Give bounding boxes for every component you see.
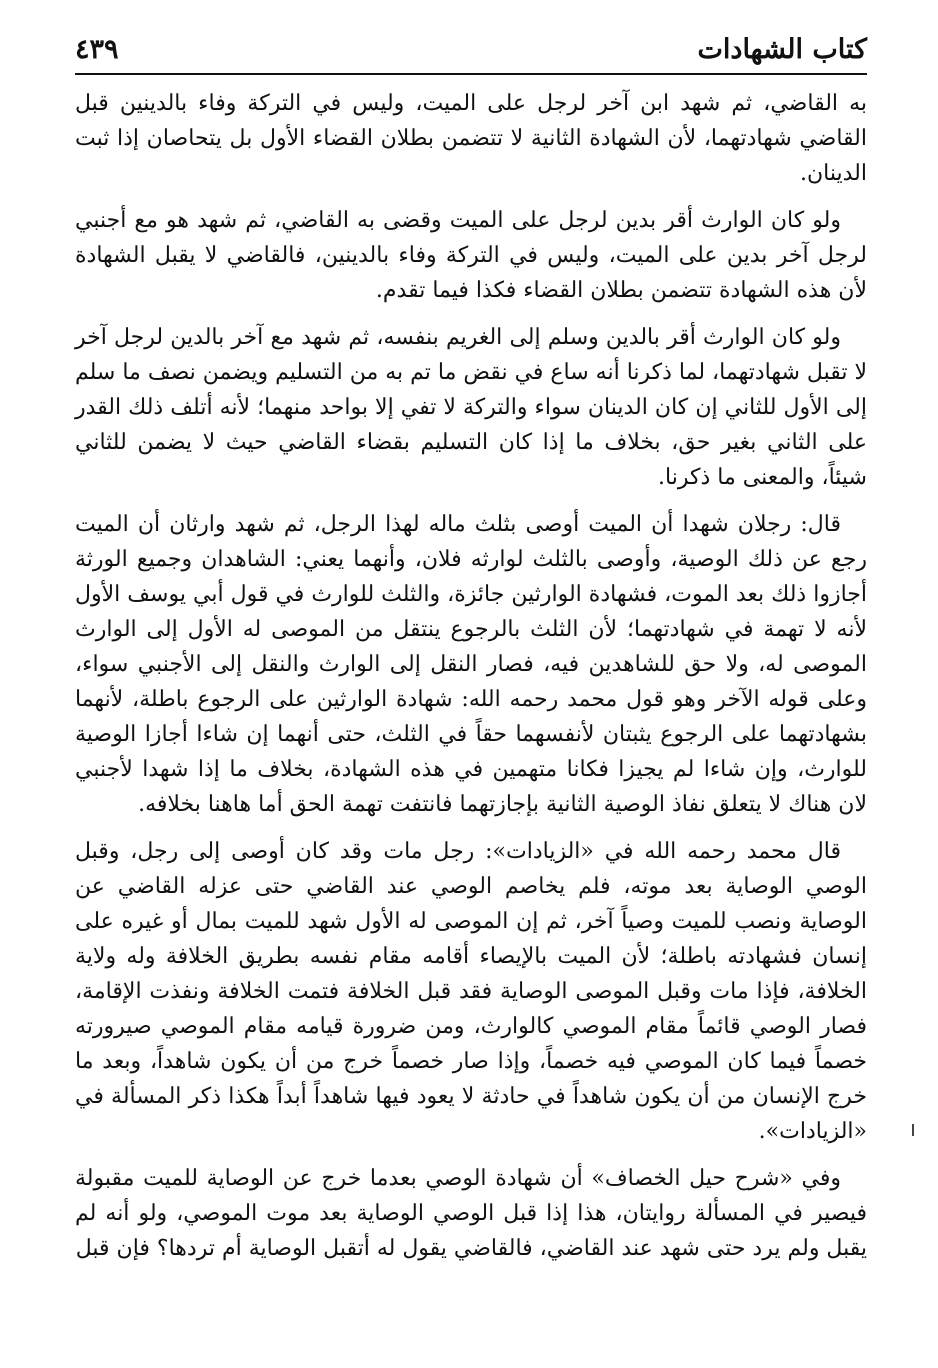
body-text	[75, 86, 867, 1278]
paragraph-6: وفي «شرح حيل الخصاف» أن شهادة الوصي بعدما خرج عن الوصاية للميت مقبولة فيصير في المسألة روايتان، هذا إذا قبل الوصي الوصاية بعد موت الموصي، ولو أنه لم يقبل ولم يرد حتى شهد عند القاضي، فالقاضي يقول له أتقبل الوصاية أم تردها؟ فإن قبل	[75, 1166, 867, 1261]
paragraph-2: ولو كان الوارث أقر بدين لرجل على الميت وقضى به القاضي، ثم شهد هو مع أجنبي لرجل آخر بدين على الميت، وليس في التركة وفاء بالدينين، فالقاضي لا يقبل الشهادة لأن هذه الشهادة تتضمن بطلان القضاء فكذا فيما تقدم.	[75, 208, 867, 303]
paragraph-5: قال محمد رحمه الله في «الزيادات»: رجل مات وقد كان أوصى إلى رجل، وقبل الوصي الوصاية بعد موته، فلم يخاصم الوصي عند القاضي حتى عزله القاضي عن الوصاية ونصب للميت وصياً آخر، ثم إن الموصى له الأول شهد للميت بمال أو غيره على إنسان فشهادته باطلة؛ لأن الميت بالإيصاء أقامه مقام نفسه بطريق الخلافة وله ولاية الخلافة، فإذا مات وقبل الموصى الوصاية فقد قبل الخلافة فتمت الخلافة ونفذت الإقامة، فصار الوصي قائماً مقام الموصي كالوارث، ومن ضرورة قيامه مقام الموصي صيرورته خصماً فيما كان الموصي فيه خصماً، وإذا صار خصماً خرج من أن يكون شاهداً، وبعد ما خرج الإنسان من أن يكون شاهداً في حادثة لا يعود فيها شاهداً أبداً هكذا ذكر المسألة في «الزيادات».	[75, 839, 867, 1144]
page-header	[75, 28, 867, 70]
chapter-title: كتاب الشهادات	[697, 34, 867, 65]
margin-mark	[912, 1124, 914, 1136]
paragraph-1: به القاضي، ثم شهد ابن آخر لرجل على الميت، وليس في التركة وفاء بالدينين قبل القاضي شهادتهما، لأن الشهادة الثانية لا تتضمن بطلان القضاء الأول بل يتحاصان إذا ثبت الدينان.	[75, 91, 867, 186]
paragraph-3: ولو كان الوارث أقر بالدين وسلم إلى الغريم بنفسه، ثم شهد مع آخر بالدين لرجل آخر لا تقبل شهادتهما، لما ذكرنا أنه ساع في نقض ما تم به من التسليم ويضمن نصف ما سلم إلى الأول للثاني إن كان الدينان سواء والتركة لا تفي إلا بواحد منهما؛ لأنه أتلف ذلك القدر على الثاني بغير حق، بخلاف ما إذا كان التسليم بقضاء القاضي حيث لا يضمن للثاني شيئاً، والمعنى ما ذكرنا.	[74, 325, 867, 490]
paragraph-4: قال: رجلان شهدا أن الميت أوصى بثلث ماله لهذا الرجل، ثم شهد وارثان أن الميت رجع عن ذلك الوصية، وأوصى بالثلث لوارثه فلان، وأنهما يعني: الشاهدان وجميع الورثة أجازوا ذلك بعد الموت، فشهادة الوارثين جائزة، والثلث للوارث في قول أبي يوسف الأول لأنه لا تهمة في شهادتهما؛ لأن الثلث بالرجوع ينتقل من الموصى له الأول إلى الوارث الموصى له، ولا حق للشاهدين فيه، فصار النقل إلى الوارث والنقل إلى الأجنبي سواء، وعلى قوله الآخر وهو قول محمد رحمه الله: شهادة الوارثين على الرجوع باطلة، لأنهما بشهادتهما على الرجوع يثبتان لأنفسهما حقاً في الثلث، حتى أنهما إن شاءا أجازا الوصية للوارث، وإن شاءا لم يجيزا فكانا متهمين في هذه الشهادة، بخلاف ما إذا شهدا لأجنبي لان هناك لا يتعلق نفاذ الوصية الثانية بإجازتهما فانتفت تهمة الحق أما هاهنا بخلافه.	[75, 512, 867, 817]
header-divider	[75, 73, 867, 75]
page-number: ٤٣٩	[75, 34, 119, 65]
